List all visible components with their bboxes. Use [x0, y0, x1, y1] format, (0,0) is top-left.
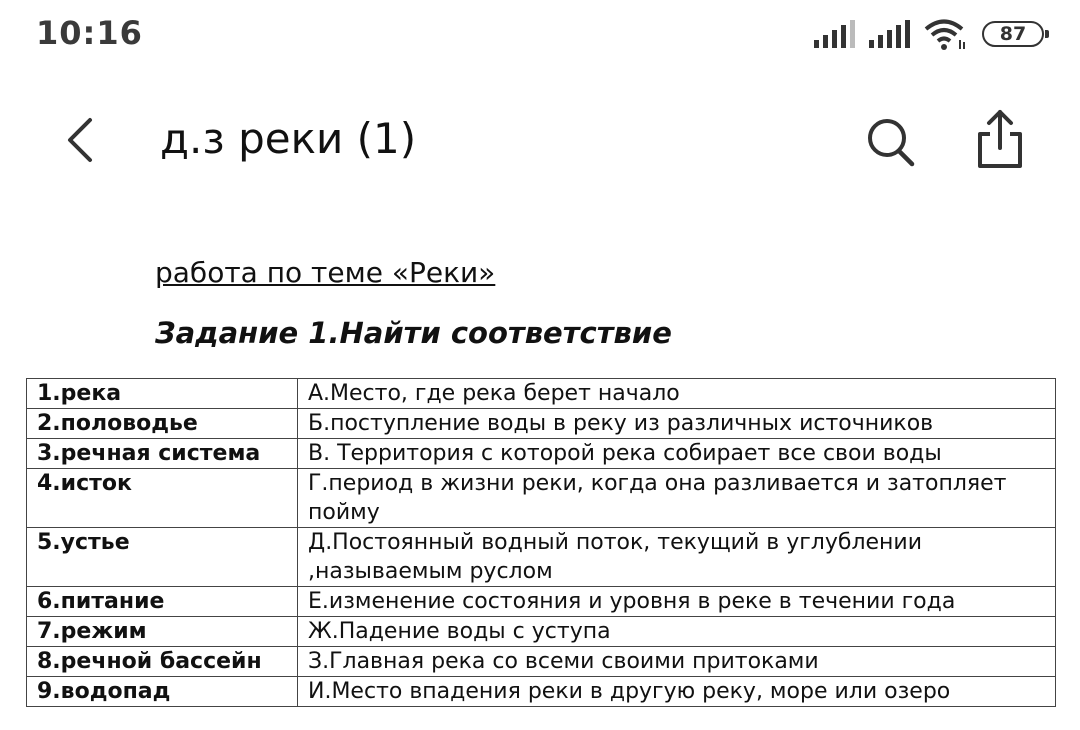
share-icon [970, 108, 1030, 172]
definition-cell: Б.поступление воды в реку из различных источников [298, 409, 1056, 439]
table-row [27, 677, 1056, 707]
search-button[interactable] [862, 114, 920, 172]
status-time: 10:16 [36, 14, 143, 52]
signal-icon [869, 20, 910, 48]
table-row [27, 379, 1056, 409]
battery-level: 87 [999, 23, 1027, 45]
term-cell: 3.речная система [27, 439, 298, 469]
term-cell: 6.питание [27, 587, 298, 617]
definition-cell: А.Место, где река берет начало [298, 379, 1056, 409]
definition-cell: Г.период в жизни реки, когда она разливается и затопляет пойму [298, 469, 1056, 528]
matching-table [26, 378, 1056, 707]
definition-cell: Д.Постоянный водный поток, текущий в углублении ,называемым руслом [298, 528, 1056, 587]
definition-cell: И.Место впадения реки в другую реку, море или озеро [298, 677, 1056, 707]
table-row [27, 647, 1056, 677]
term-cell: 9.водопад [27, 677, 298, 707]
table-row [27, 587, 1056, 617]
battery-icon [982, 21, 1044, 47]
document-heading: работа по теме «Реки» [155, 256, 496, 289]
table-row [27, 409, 1056, 439]
term-cell: 1.река [27, 379, 298, 409]
term-cell: 7.режим [27, 617, 298, 647]
definition-cell: Ж.Падение воды с уступа [298, 617, 1056, 647]
share-button[interactable] [970, 108, 1030, 172]
search-icon [862, 114, 920, 172]
status-icons [814, 16, 1044, 52]
back-arrow-icon [60, 114, 104, 166]
definition-cell: З.Главная река со всеми своими притоками [298, 647, 1056, 677]
definition-cell: В. Территория с которой река собирает все свои воды [298, 439, 1056, 469]
table-row [27, 528, 1056, 587]
table-row [27, 469, 1056, 528]
term-cell: 8.речной бассейн [27, 647, 298, 677]
wifi-icon [924, 18, 968, 50]
document-title: д.з реки (1) [160, 114, 417, 163]
table-row [27, 617, 1056, 647]
definition-cell: Е.изменение состояния и уровня в реке в течении года [298, 587, 1056, 617]
task-subheading: Задание 1.Найти соответствие [155, 316, 672, 350]
term-cell: 5.устье [27, 528, 298, 587]
term-cell: 2.половодье [27, 409, 298, 439]
term-cell: 4.исток [27, 469, 298, 528]
back-button[interactable] [60, 114, 104, 166]
signal-icon [814, 20, 855, 48]
table-row [27, 439, 1056, 469]
